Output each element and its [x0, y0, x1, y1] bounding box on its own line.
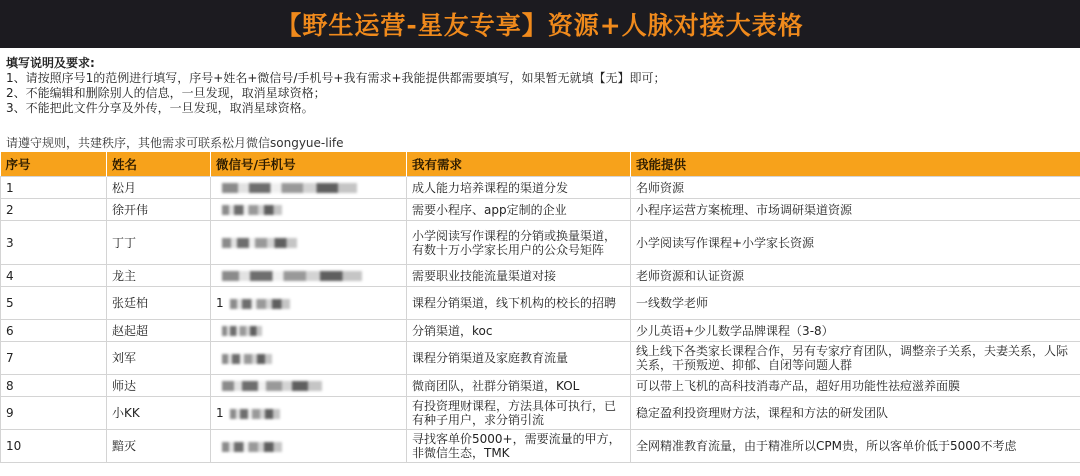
redacted-contact — [222, 183, 357, 193]
table-row[interactable] — [1, 430, 1080, 463]
table-row[interactable] — [1, 265, 1080, 287]
row-no[interactable]: 6 — [1, 320, 107, 342]
contact-prefix: 1 — [216, 406, 224, 420]
row-name[interactable]: 松月 — [107, 177, 211, 199]
row-need[interactable]: 需要职业技能流量渠道对接 — [407, 265, 631, 287]
header-need: 我有需求 — [407, 152, 631, 177]
row-name[interactable]: 徐开伟 — [107, 199, 211, 221]
row-no[interactable]: 10 — [1, 430, 107, 463]
sheet-title: 【野生运营-星友专享】资源+人脉对接大表格 — [276, 11, 804, 40]
resource-table — [0, 152, 1080, 463]
row-offer[interactable]: 一线数学老师 — [631, 287, 1080, 320]
row-offer[interactable]: 小学阅读写作课程+小学家长资源 — [631, 221, 1080, 265]
row-need[interactable]: 微商团队，社群分销渠道，KOL — [407, 375, 631, 397]
redacted-contact — [222, 205, 282, 215]
table-row[interactable] — [1, 221, 1080, 265]
redacted-contact — [222, 381, 322, 391]
row-need[interactable]: 分销渠道，koc — [407, 320, 631, 342]
row-offer[interactable]: 老师资源和认证资源 — [631, 265, 1080, 287]
header-offer: 我能提供 — [631, 152, 1080, 177]
row-offer[interactable]: 名师资源 — [631, 177, 1080, 199]
instructions-heading: 填写说明及要求: — [6, 56, 95, 70]
row-name[interactable]: 龙主 — [107, 265, 211, 287]
row-name[interactable]: 师达 — [107, 375, 211, 397]
table-header-row — [1, 152, 1080, 177]
contact-prefix: 1 — [216, 296, 224, 310]
row-no[interactable]: 5 — [1, 287, 107, 320]
row-need[interactable]: 寻找客单价5000+，需要流量的甲方，非微信生态，TMK — [407, 430, 631, 463]
table-row[interactable] — [1, 287, 1080, 320]
row-offer[interactable]: 全网精准教育流量，由于精准所以CPM贵，所以客单价低于5000不考虑 — [631, 430, 1080, 463]
instructions — [6, 56, 1076, 116]
redacted-contact — [222, 354, 272, 364]
instruction-line-2: 2、不能编辑和删除别人的信息，一旦发现，取消星球资格； — [6, 86, 326, 100]
redacted-contact — [222, 271, 362, 281]
table-row[interactable] — [1, 375, 1080, 397]
header-name: 姓名 — [107, 152, 211, 177]
row-no[interactable]: 9 — [1, 397, 107, 430]
row-contact[interactable] — [211, 342, 407, 375]
row-offer[interactable]: 少儿英语+少儿数学品牌课程（3-8） — [631, 320, 1080, 342]
redacted-contact — [222, 326, 262, 336]
row-contact[interactable] — [211, 320, 407, 342]
row-no[interactable]: 7 — [1, 342, 107, 375]
row-contact[interactable] — [211, 397, 407, 430]
row-need[interactable]: 成人能力培养课程的渠道分发 — [407, 177, 631, 199]
row-contact[interactable] — [211, 287, 407, 320]
rules-note: 请遵守规则，共建秩序，其他需求可联系松月微信songyue-life — [6, 136, 344, 150]
instruction-line-3: 3、不能把此文件分享及外传，一旦发现，取消星球资格。 — [6, 101, 314, 115]
row-need[interactable]: 课程分销渠道及家庭教育流量 — [407, 342, 631, 375]
row-contact[interactable] — [211, 199, 407, 221]
row-no[interactable]: 4 — [1, 265, 107, 287]
table-row[interactable] — [1, 320, 1080, 342]
title-bar — [0, 0, 1080, 48]
row-need[interactable]: 需要小程序、app定制的企业 — [407, 199, 631, 221]
row-name[interactable]: 张廷柏 — [107, 287, 211, 320]
row-need[interactable]: 有投资理财课程，方法具体可执行，已有种子用户，求分销引流 — [407, 397, 631, 430]
row-no[interactable]: 1 — [1, 177, 107, 199]
row-name[interactable]: 黯灭 — [107, 430, 211, 463]
row-name[interactable]: 刘军 — [107, 342, 211, 375]
row-contact[interactable] — [211, 265, 407, 287]
row-name[interactable]: 丁丁 — [107, 221, 211, 265]
row-offer[interactable]: 可以带上飞机的高科技消毒产品，超好用功能性祛痘滋养面膜 — [631, 375, 1080, 397]
row-need[interactable]: 课程分销渠道，线下机构的校长的招聘 — [407, 287, 631, 320]
instruction-line-1: 1、请按照序号1的范例进行填写，序号+姓名+微信号/手机号+我有需求+我能提供都需要填写，如果暂无就填【无】即可； — [6, 71, 666, 85]
table-row[interactable] — [1, 199, 1080, 221]
row-need[interactable]: 小学阅读写作课程的分销或换量渠道，有数十万小学家长用户的公众号矩阵 — [407, 221, 631, 265]
table-row[interactable] — [1, 397, 1080, 430]
row-contact[interactable] — [211, 375, 407, 397]
row-name[interactable]: 小KK — [107, 397, 211, 430]
header-no: 序号 — [1, 152, 107, 177]
row-no[interactable]: 3 — [1, 221, 107, 265]
row-no[interactable]: 2 — [1, 199, 107, 221]
table-row[interactable] — [1, 342, 1080, 375]
header-contact: 微信号/手机号 — [211, 152, 407, 177]
row-offer[interactable]: 稳定盈利投资理财方法，课程和方法的研发团队 — [631, 397, 1080, 430]
row-offer[interactable]: 线上线下各类家长课程合作，另有专家疗育团队，调整亲子关系，夫妻关系，人际关系，干预叛逆、抑郁、自闭等问题人群 — [631, 342, 1080, 375]
row-offer[interactable]: 小程序运营方案梳理、市场调研渠道资源 — [631, 199, 1080, 221]
redacted-contact — [222, 238, 297, 248]
row-no[interactable]: 8 — [1, 375, 107, 397]
row-contact[interactable] — [211, 430, 407, 463]
row-contact[interactable] — [211, 177, 407, 199]
redacted-contact — [230, 409, 280, 419]
row-name[interactable]: 赵起超 — [107, 320, 211, 342]
row-contact[interactable] — [211, 221, 407, 265]
redacted-contact — [230, 299, 290, 309]
table-row[interactable] — [1, 177, 1080, 199]
redacted-contact — [222, 442, 282, 452]
